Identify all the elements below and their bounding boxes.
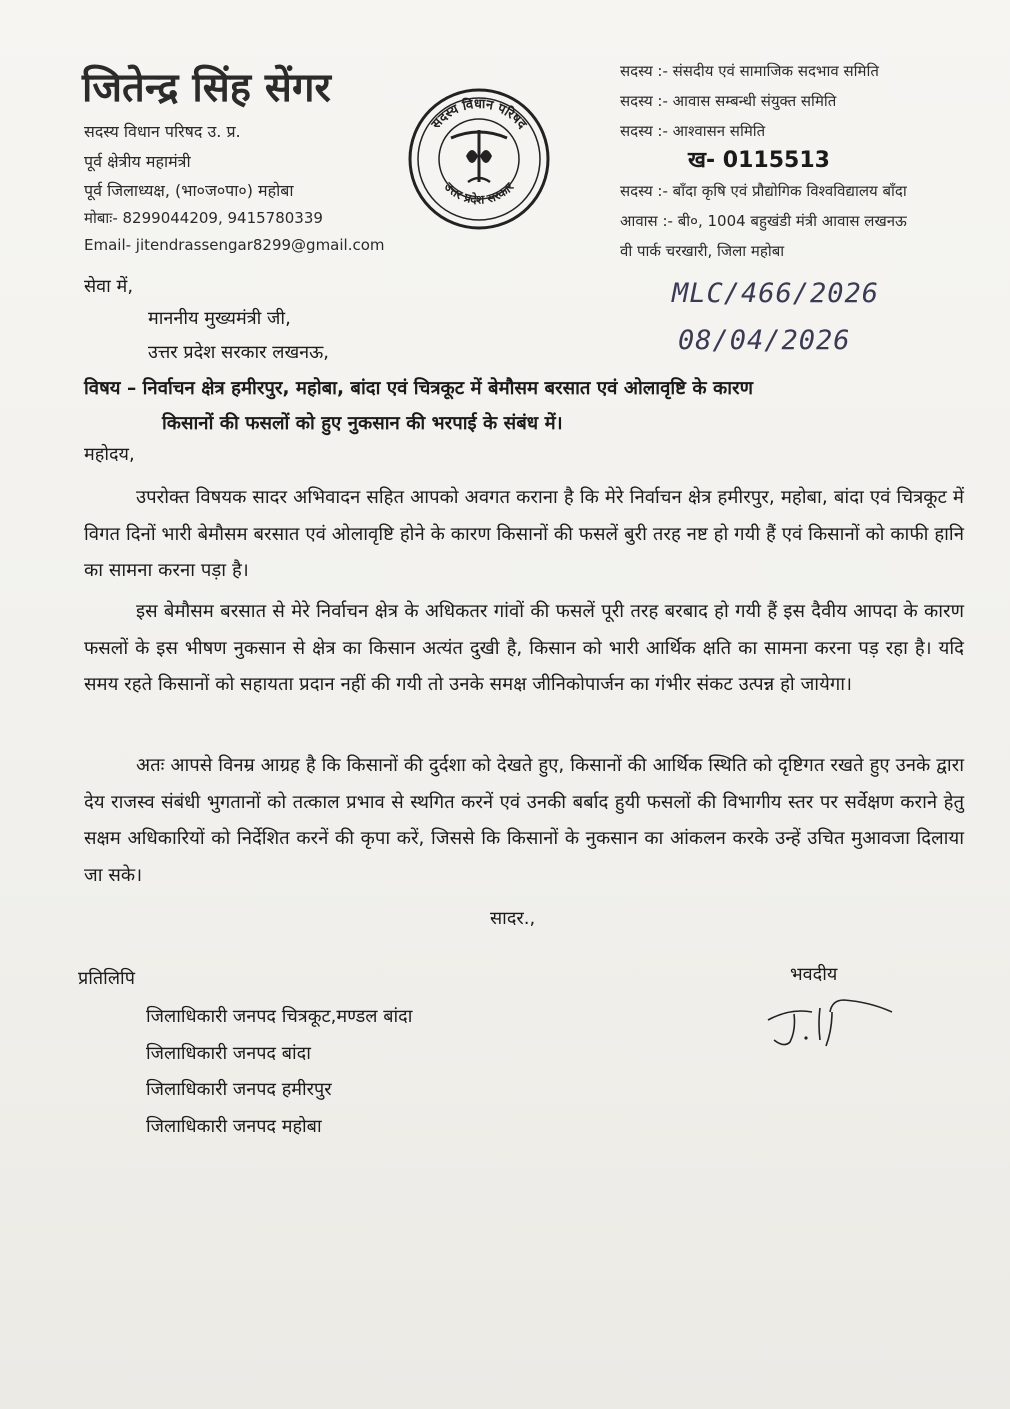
email-line: Email- jitendrassengar8299@gmail.com (84, 236, 385, 254)
closing: सादर., (490, 908, 536, 929)
copy-recipient: जिलाधिकारी जनपद महोबा (146, 1116, 322, 1137)
handwritten-letter-number: MLC/466/2026 (672, 278, 880, 309)
greeting: महोदय, (84, 444, 135, 465)
seal-top-text: सदस्य विधान परिषद (428, 96, 530, 132)
paragraph-text: इस बेमौसम बरसात से मेरे निर्वाचन क्षेत्र के अधिकतर गांवों की फसलें पूरी तरह बरबाद हो गयी हैं इस दैवीय आपदा के कारण फसलों के इस भीषण नुकसान से क्षेत्र का किसान अत्यंत दुखी है, किसान को भारी आर्थिक क्षति का सामना करना पड़ रहा है। यदि समय रहते किसानों को सहायता प्रदान नहीं की गयी तो उनके समक्ष जीनिकोपार्जन का गंभीर संकट उत्पन्न हो जायेगा। (84, 601, 964, 695)
copy-recipient: जिलाधिकारी जनपद बांदा (146, 1043, 311, 1064)
designation-line: पूर्व जिलाध्यक्ष, (भा०ज०पा०) महोबा (84, 181, 294, 200)
body-paragraph (84, 480, 964, 590)
paragraph-text: अतः आपसे विनम्र आग्रह है कि किसानों की दुर्दशा को देखते हुए, किसानों की आर्थिक स्थिति को दृष्टिगत रखते हुए उनके द्वारा देय राजस्व संबंधी भुगतानों को तत्काल प्रभाव से स्थगित करनें एवं उनकी बर्बाद हुयी फसलों की विभागीय स्तर पर सर्वेक्षण कराने हेतु सक्षम अधिकारियों को निर्देशित करनें की कृपा करें, जिससे कि किसानों के नुकसान का आंकलन करके उन्हें उचित मुआवजा दिलाया जा सके। (84, 755, 964, 886)
residence-line: आवास :- बी०, 1004 बहुखंडी मंत्री आवास लखनऊ (620, 212, 907, 230)
subject-line: विषय – निर्वाचन क्षेत्र हमीरपुर, महोबा, बांदा एवं चित्रकूट में बेमौसम बरसात एवं ओलावृष्टि के कारण (84, 378, 753, 399)
committee-line: सदस्य :- आश्वासन समिति (620, 122, 766, 140)
signature-mark (760, 990, 900, 1054)
reference-number: ख- 0115513 (688, 148, 830, 173)
handwritten-date: 08/04/2026 (678, 325, 851, 356)
university-line: सदस्य :- बाँदा कृषि एवं प्रौद्योगिक विश्वविद्यालय बाँदा (620, 182, 907, 200)
salutation-to: सेवा में, (84, 276, 134, 297)
recipient-line: उत्तर प्रदेश सरकार लखनऊ, (148, 342, 330, 363)
subject-line: किसानों की फसलों को हुए नुकसान की भरपाई के संबंध में। (162, 413, 563, 434)
svg-text:उत्तर प्रदेश सरकार (441, 179, 517, 207)
designation-line: पूर्व क्षेत्रीय महामंत्री (84, 152, 191, 171)
copy-recipient: जिलाधिकारी जनपद चित्रकूट,मण्डल बांदा (146, 1006, 413, 1027)
paragraph-text: उपरोक्त विषयक सादर अभिवादन सहित आपको अवगत कराना है कि मेरे निर्वाचन क्षेत्र हमीरपुर, महोबा, बांदा एवं चित्रकूट में विगत दिनों भारी बेमौसम बरसात एवं ओलावृष्टि होने के कारण किसानों की फसलें बुरी तरह नष्ट हो गयी हैं एवं किसानों को काफी हानि का सामना करना पड़ा है। (84, 487, 964, 581)
mobile-line: मोबाः- 8299044209, 9415780339 (84, 209, 323, 227)
designation-line: सदस्य विधान परिषद उ. प्र. (84, 122, 241, 141)
park-line: वी पार्क चरखारी, जिला महोबा (620, 242, 785, 260)
recipient-line: माननीय मुख्यमंत्री जी, (148, 308, 291, 329)
seal-bottom-text: उत्तर प्रदेश सरकार (441, 179, 517, 207)
copy-recipient: जिलाधिकारी जनपद हमीरपुर (146, 1079, 332, 1100)
committee-line: सदस्य :- संसदीय एवं सामाजिक सदभाव समिति (620, 62, 879, 80)
signature-label: भवदीय (790, 964, 838, 985)
body-paragraph (84, 748, 964, 894)
committee-line: सदस्य :- आवास सम्बन्धी संयुक्त समिति (620, 92, 837, 110)
copy-heading: प्रतिलिपि (78, 968, 135, 989)
seal-emblem (406, 86, 552, 232)
body-paragraph (84, 594, 964, 704)
sender-name: जितेन्द्र सिंह सेंगर (82, 65, 331, 111)
